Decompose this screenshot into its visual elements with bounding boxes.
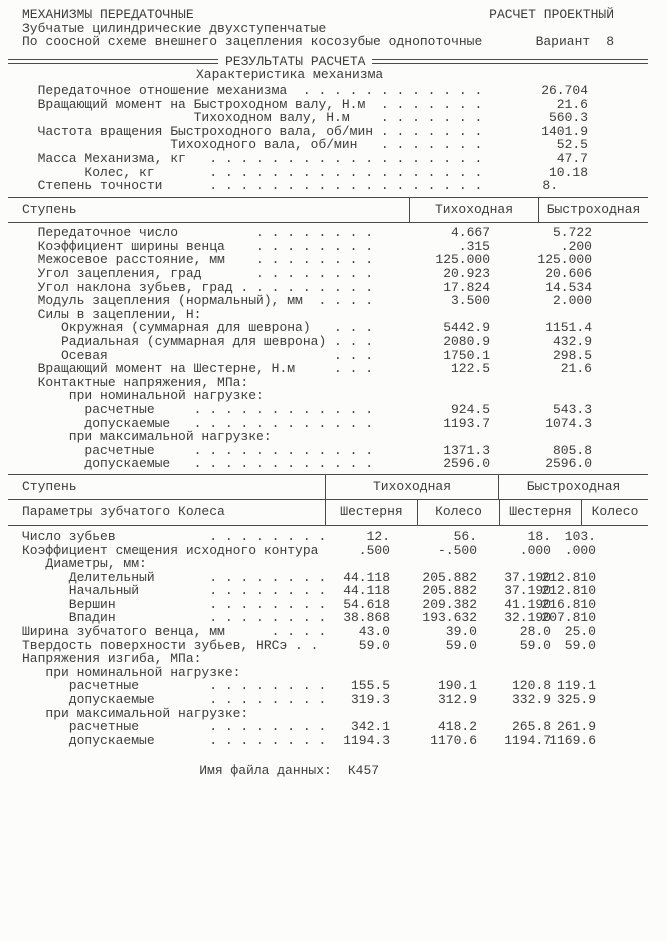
- row-value-high: 5.722: [552, 225, 592, 241]
- table-row: [0, 693, 666, 707]
- characteristics-section: [0, 84, 666, 193]
- row-value-wheel-1: 418.2: [437, 719, 477, 735]
- report-scheme: По соосной схеме внешнего зацепления косозубые однопоточные: [22, 34, 483, 50]
- row-label: расчетные . . . . . . . .: [22, 719, 327, 735]
- row-value-pinion-1: 43.0: [358, 624, 390, 640]
- row-label: Напряжения изгиба, МПа:: [22, 651, 202, 667]
- row-value-pinion-2: 18.: [527, 528, 551, 544]
- data-file-label: Имя файла данных:: [199, 763, 332, 778]
- row-label: Окружная (суммарная для шеврона) . . .: [22, 320, 374, 336]
- row-value-pinion-1: 1194.3: [343, 732, 390, 748]
- row-value-pinion-2: 120.8: [511, 678, 551, 694]
- row-value: 8.: [542, 178, 558, 194]
- table-row: [0, 584, 666, 598]
- row-value-pinion-1: 155.5: [350, 678, 390, 694]
- row-label: Коэффициент ширины венца . . . . . . . .: [22, 238, 374, 254]
- column-header-wheel-1: Колесо: [418, 500, 500, 525]
- row-label: Контактные напряжения, МПа:: [22, 374, 249, 390]
- stage-summary-table: [0, 226, 666, 471]
- row-value-pinion-2: 1194.7: [504, 732, 551, 748]
- row-value-pinion-2: 32.190: [504, 610, 551, 626]
- row-value-wheel-1: 56.: [453, 528, 477, 544]
- row-value-high: 20.606: [545, 266, 592, 281]
- row-label: Осевая . . .: [22, 347, 374, 363]
- row-value-pinion-1: 54.618: [343, 596, 390, 612]
- row-value: 560.3: [548, 110, 588, 126]
- row-value-wheel-1: 39.0: [445, 624, 477, 640]
- row-label: при номинальной нагрузке:: [22, 664, 241, 680]
- row-value-high: 432.9: [552, 333, 592, 349]
- characteristics-title: Характеристика механизма: [196, 67, 384, 83]
- row-label: Коэффициент смещения исходного контура: [22, 542, 319, 558]
- row-label: Начальный . . . . . . . .: [22, 583, 327, 599]
- row-value-pinion-2: 332.9: [511, 692, 551, 708]
- row-value-pinion-2: .000: [519, 542, 551, 558]
- column-header-high-speed: Быстроходная: [546, 201, 641, 217]
- row-value-wheel-2: 1169.6: [549, 732, 596, 748]
- row-value-pinion-2: 37.190: [504, 583, 551, 599]
- table-row: [0, 226, 666, 240]
- row-value-high: 1074.3: [545, 415, 592, 431]
- row-value-wheel-1: 312.9: [437, 692, 477, 708]
- table-row: [0, 457, 666, 471]
- row-value-wheel-2: 212.810: [541, 583, 596, 599]
- row-label: Вращающий момент на Шестерне, Н.м . . .: [22, 361, 374, 377]
- column-header-parameters: Параметры зубчатого Колеса: [8, 500, 326, 525]
- row-label: расчетные . . . . . . . . . . . .: [22, 442, 374, 458]
- table-row: [0, 444, 666, 458]
- row-value-wheel-2: .000: [564, 542, 596, 558]
- row-label: допускаемые . . . . . . . .: [22, 692, 327, 708]
- row-label: при максимальной нагрузке:: [22, 705, 249, 721]
- table-row: [0, 707, 666, 721]
- row-value-wheel-2: 207.810: [541, 610, 596, 626]
- row-label: допускаемые . . . . . . . . . . . .: [22, 415, 374, 431]
- row-label: Ширина зубчатого венца, мм . . . .: [22, 624, 327, 640]
- table-row: [0, 639, 666, 653]
- row-value-wheel-2: 59.0: [564, 637, 596, 653]
- table-row: [0, 571, 666, 585]
- table-row: [0, 389, 666, 403]
- table-row: [0, 679, 666, 693]
- row-label: Передаточное число . . . . . . . .: [22, 225, 374, 241]
- table-row: [0, 253, 666, 267]
- report-row: [0, 166, 666, 180]
- column-header-pinion-2: Шестерня: [500, 500, 582, 525]
- row-value-wheel-2: 325.9: [556, 692, 596, 708]
- row-label: при номинальной нагрузке:: [22, 388, 264, 404]
- table-row: [0, 349, 666, 363]
- gear-parameters-table: [0, 530, 666, 748]
- results-banner: [0, 55, 666, 69]
- row-label: Число зубьев . . . . . . . .: [22, 528, 327, 544]
- row-label: расчетные . . . . . . . . . . . .: [22, 401, 374, 417]
- table-row: [0, 376, 666, 390]
- row-value-high: 2.000: [552, 293, 592, 309]
- row-value-high: 805.8: [552, 442, 592, 458]
- row-label: допускаемые . . . . . . . .: [22, 732, 327, 748]
- row-value-slow: 5442.9: [443, 320, 490, 336]
- row-value-pinion-1: 59.0: [358, 637, 390, 653]
- row-value-pinion-2: 265.8: [511, 719, 551, 735]
- row-value: 21.6: [556, 96, 588, 112]
- row-value-pinion-2: 41.190: [504, 596, 551, 612]
- table-row: [0, 281, 666, 295]
- row-value-wheel-2: 212.810: [541, 569, 596, 585]
- row-label: Передаточное отношение механизма . . . . . . . . . . . .: [22, 82, 483, 98]
- row-value-slow: 1193.7: [443, 415, 490, 431]
- row-value-wheel-1: 193.632: [422, 610, 477, 626]
- row-value-wheel-2: 103.: [564, 528, 596, 544]
- row-value-wheel-1: 205.882: [422, 583, 477, 599]
- report-row: [0, 84, 666, 98]
- row-value-slow: .315: [458, 238, 490, 254]
- table-row: [0, 335, 666, 349]
- row-value-slow: 17.824: [443, 279, 490, 295]
- report-header-line3: [0, 35, 666, 49]
- row-value-pinion-2: 59.0: [519, 637, 551, 653]
- row-value-pinion-1: 12.: [366, 528, 390, 544]
- row-value-slow: 4.667: [450, 225, 490, 241]
- banner-rule-right: [372, 59, 648, 64]
- row-value-wheel-1: 205.882: [422, 569, 477, 585]
- column-header-stage: Ступень: [8, 475, 326, 500]
- row-value-high: 298.5: [552, 347, 592, 363]
- row-value: 1401.9: [541, 123, 588, 139]
- table-row: [0, 321, 666, 335]
- row-value-pinion-1: 44.118: [343, 583, 390, 599]
- row-label: Колес, кг . . . . . . . . . . . . . . . . . .: [22, 164, 483, 180]
- row-value-slow: 2596.0: [443, 456, 490, 472]
- row-label: при максимальной нагрузке:: [22, 429, 272, 445]
- table-row: [0, 625, 666, 639]
- row-label: Масса Механизма, кг . . . . . . . . . . . . . . . . . .: [22, 150, 483, 166]
- row-value-slow: 125.000: [435, 252, 490, 268]
- table-row: [0, 666, 666, 680]
- variant: [536, 35, 614, 49]
- row-value-pinion-1: .500: [358, 542, 390, 558]
- row-value: 10.18: [548, 164, 588, 180]
- row-label: Модуль зацепления (нормальный), мм . . . .: [22, 293, 374, 309]
- column-header-slow-speed: Тихоходная: [410, 198, 539, 223]
- row-value-slow: 2080.9: [443, 333, 490, 349]
- row-value-slow: 20.923: [443, 266, 490, 281]
- row-value-high: 1151.4: [545, 320, 592, 336]
- row-value-slow: 1750.1: [443, 347, 490, 363]
- table-row: [0, 611, 666, 625]
- row-label: Делительный . . . . . . . .: [22, 569, 327, 585]
- table-row: [0, 267, 666, 281]
- report-row: [0, 111, 666, 125]
- row-label: Впадин . . . . . . . .: [22, 610, 327, 626]
- variant-label: Вариант: [535, 34, 591, 50]
- row-value-high: 2596.0: [545, 456, 592, 472]
- row-label: Частота вращения Быстроходного вала, об/мин . . . . . . .: [22, 123, 483, 139]
- row-value-wheel-2: 261.9: [556, 719, 596, 735]
- row-value-pinion-1: 38.868: [343, 610, 390, 626]
- table-row: [0, 308, 666, 322]
- row-label: Диаметры, мм:: [22, 556, 147, 572]
- column-header-slow-speed: Тихоходная: [326, 475, 499, 500]
- column-header-wheel-2: Колесо: [591, 504, 639, 520]
- table-row: [0, 734, 666, 748]
- row-value-pinion-2: 28.0: [519, 624, 551, 640]
- stage-summary-table-header: [8, 197, 648, 224]
- data-file-value: К457: [347, 763, 380, 778]
- table-row: [0, 720, 666, 734]
- row-label: Межосевое расстояние, мм . . . . . . . .: [22, 252, 374, 268]
- row-value-high: .200: [560, 238, 592, 254]
- report-footer: [0, 750, 666, 778]
- column-header-stage: Ступень: [8, 198, 410, 223]
- table-row: [0, 430, 666, 444]
- row-value-wheel-1: 190.1: [437, 678, 477, 694]
- row-label: Угол зацепления, град . . . . . . . .: [22, 266, 374, 281]
- row-value-pinion-1: 342.1: [350, 719, 390, 735]
- report-header-line1: [0, 8, 666, 22]
- row-value-pinion-1: 44.118: [343, 569, 390, 585]
- column-header-high-speed: Быстроходная: [526, 478, 621, 494]
- row-label: Силы в зацеплении, Н:: [22, 306, 202, 322]
- gear-parameters-table-header: [8, 474, 648, 526]
- row-value: 26.704: [541, 82, 588, 98]
- row-value-high: 125.000: [537, 252, 592, 268]
- row-label: расчетные . . . . . . . .: [22, 678, 327, 694]
- report-row: [0, 138, 666, 152]
- variant-value: 8: [606, 34, 614, 50]
- row-value-pinion-2: 37.190: [504, 569, 551, 585]
- report-title: МЕХАНИЗМЫ ПЕРЕДАТОЧНЫЕ: [22, 7, 194, 22]
- row-value-wheel-2: 216.810: [541, 596, 596, 612]
- table-row: [0, 544, 666, 558]
- report-row: [0, 179, 666, 193]
- report-row: [0, 152, 666, 166]
- table-row: [0, 652, 666, 666]
- row-value-slow: 3.500: [450, 293, 490, 309]
- table-row: [0, 557, 666, 571]
- report-subtitle: Зубчатые цилиндрические двухступенчатые: [22, 20, 327, 36]
- row-value: 52.5: [556, 137, 588, 153]
- report-row: [0, 125, 666, 139]
- row-value-wheel-1: 59.0: [445, 637, 477, 653]
- report-row: [0, 98, 666, 112]
- row-value-high: 21.6: [560, 361, 592, 377]
- banner-title: РЕЗУЛЬТАТЫ РАСЧЕТА: [225, 53, 366, 69]
- table-row: [0, 294, 666, 308]
- column-header-pinion-1: Шестерня: [326, 500, 418, 525]
- table-row: [0, 417, 666, 431]
- row-value-slow: 122.5: [450, 361, 490, 377]
- row-value-slow: 1371.3: [443, 442, 490, 458]
- row-value-wheel-2: 119.1: [556, 678, 596, 694]
- report-type: РАСЧЕТ ПРОЕКТНЫЙ: [489, 7, 614, 22]
- row-label: Тихоходного вала, об/мин . . . . . . .: [22, 137, 483, 153]
- row-value-slow: 924.5: [450, 401, 490, 417]
- banner-rule-left: [8, 59, 218, 64]
- row-value-wheel-1: 209.382: [422, 596, 477, 612]
- table-row: [0, 530, 666, 544]
- table-row: [0, 403, 666, 417]
- row-label: Тихоходном валу, Н.м . . . . . . .: [22, 110, 483, 126]
- row-label: Твердость поверхности зубьев, HRCэ . .: [22, 637, 319, 653]
- row-value-wheel-1: 1170.6: [430, 732, 477, 748]
- table-row: [0, 362, 666, 376]
- row-label: Вращающий момент на Быстроходном валу, Н.м . . . . . . .: [22, 96, 483, 112]
- row-label: допускаемые . . . . . . . . . . . .: [22, 456, 374, 472]
- row-value-wheel-2: 25.0: [564, 624, 596, 640]
- row-value: 47.7: [556, 150, 588, 166]
- row-label: Вершин . . . . . . . .: [22, 596, 327, 612]
- row-label: Радиальная (суммарная для шеврона) . . .: [22, 333, 374, 349]
- table-row: [0, 598, 666, 612]
- row-value-pinion-1: 319.3: [350, 692, 390, 708]
- row-value-high: 14.534: [545, 279, 592, 295]
- row-label: Угол наклона зубьев, град . . . . . . . . .: [22, 279, 374, 295]
- row-value-high: 543.3: [552, 401, 592, 417]
- table-row: [0, 240, 666, 254]
- row-label: Степень точности . . . . . . . . . . . . . . . . . .: [22, 178, 483, 194]
- row-value-wheel-1: -.500: [437, 542, 477, 558]
